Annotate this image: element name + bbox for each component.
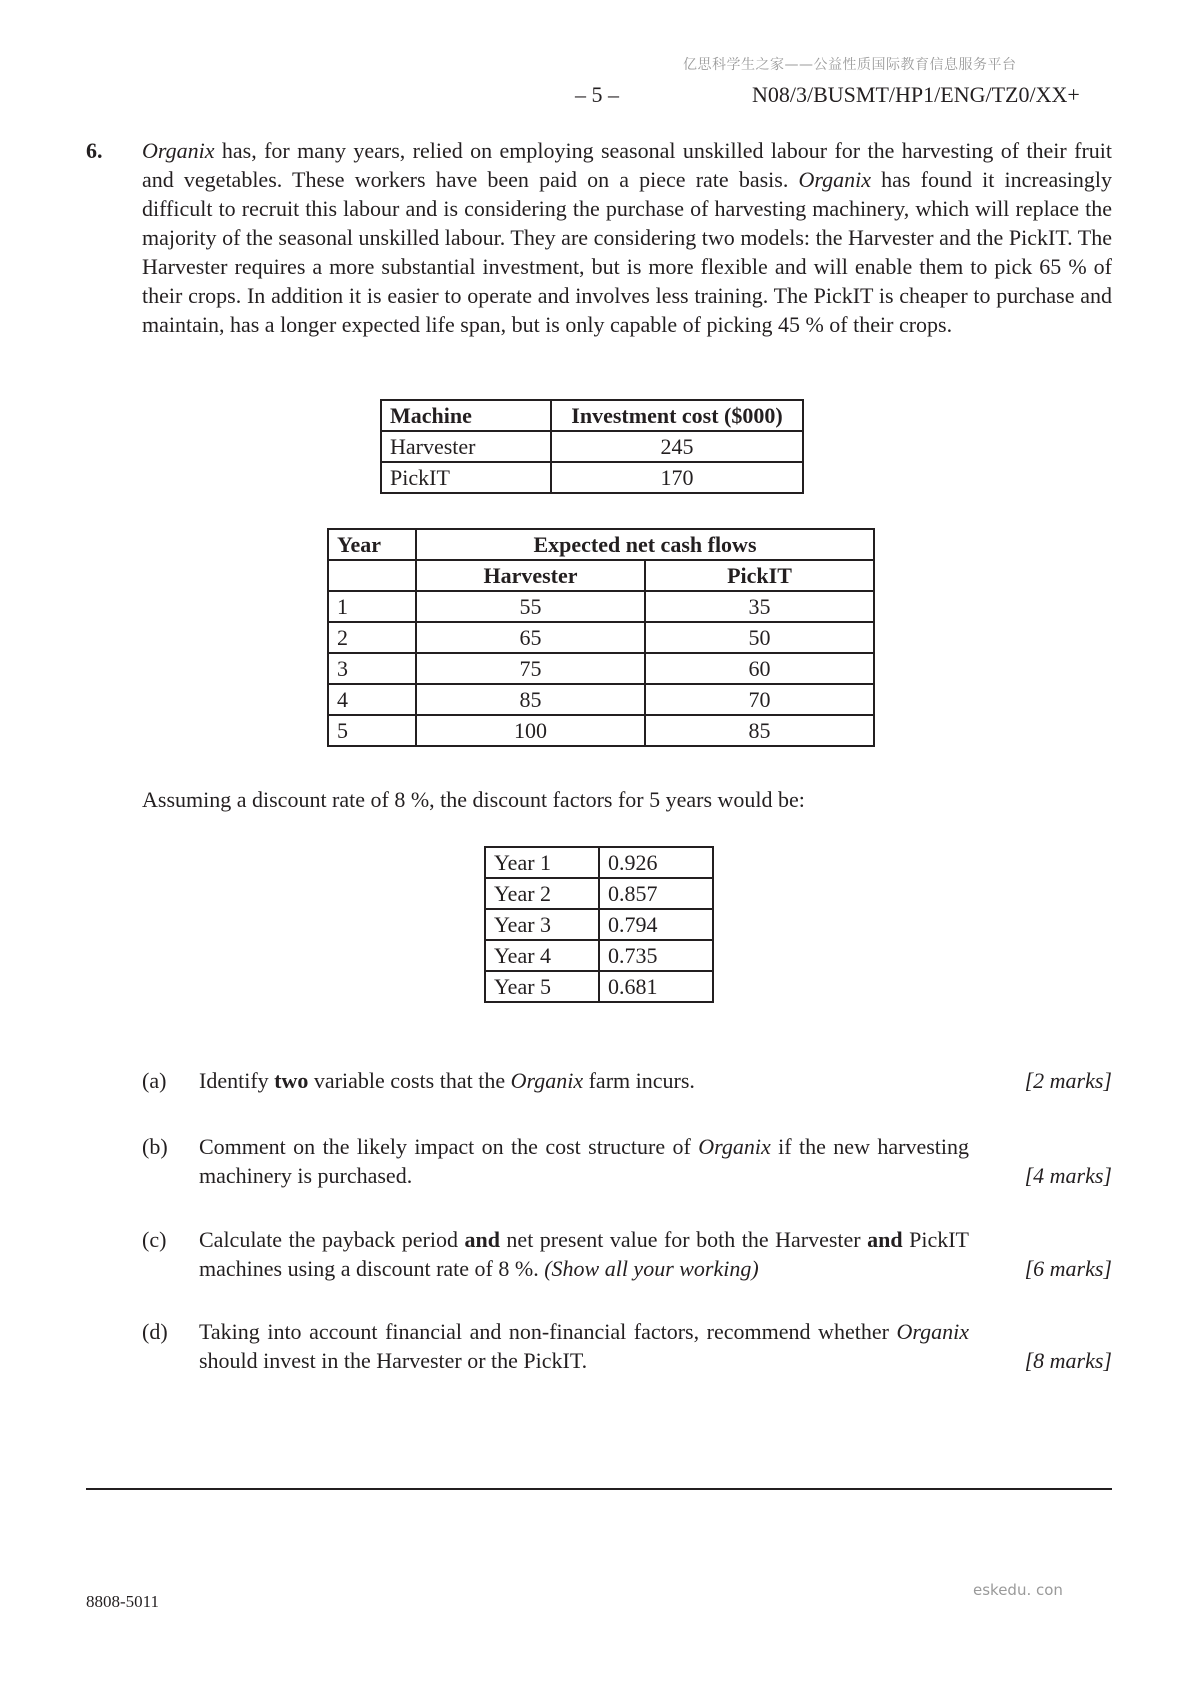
- pickit-cell: 50: [645, 622, 874, 653]
- header-investment-cost: Investment cost ($000): [551, 400, 803, 431]
- text-run: variable costs that the: [308, 1068, 511, 1093]
- harvester-cell: 100: [416, 715, 645, 746]
- text-run: Organix: [896, 1319, 969, 1344]
- header-year: Year: [328, 529, 416, 560]
- part-text: [199, 1132, 969, 1190]
- text-run: has found it increasingly difficult to recruit this labour and is considering the purchase of harvesting machinery, which will replace the majority of the seasonal unskilled labour. They are considering two models: the Harvester and the PickIT. The Harvester requires a more substantial investment, but is more flexible and will enable them to pick 65 % of their crops. In addition it is easier to operate and involves less training. The PickIT is cheaper to purchase and maintain, has a longer expected life span, but is only capable of picking 45 % of their crops.: [142, 167, 1112, 337]
- text-run: should invest in the Harvester or the PickIT.: [199, 1348, 588, 1373]
- table-row: [328, 653, 874, 684]
- factor-cell: 0.857: [599, 878, 713, 909]
- table-row: [485, 940, 713, 971]
- table-header-row: [328, 529, 874, 560]
- year-cell: Year 1: [485, 847, 599, 878]
- text-run: Comment on the likely impact on the cost structure of: [199, 1134, 699, 1159]
- header-pickit: PickIT: [645, 560, 874, 591]
- page-number: – 5 –: [575, 82, 619, 107]
- empty-cell: [328, 560, 416, 591]
- pickit-cell: 85: [645, 715, 874, 746]
- text-run: Organix: [798, 167, 871, 192]
- part-letter: (c): [142, 1227, 167, 1252]
- part-letter: (d): [142, 1319, 168, 1344]
- part-marks: [4 marks]: [1024, 1163, 1112, 1188]
- table-row: [328, 684, 874, 715]
- harvester-cell: 85: [416, 684, 645, 715]
- part-marks: [6 marks]: [1024, 1256, 1112, 1281]
- text-run: (Show all your working): [544, 1256, 759, 1281]
- table-row: [485, 909, 713, 940]
- footer-divider: [86, 1488, 1112, 1490]
- pickit-cell: 60: [645, 653, 874, 684]
- factor-cell: 0.794: [599, 909, 713, 940]
- harvester-cell: 65: [416, 622, 645, 653]
- question-text: [142, 136, 1112, 339]
- table-row: [485, 847, 713, 878]
- year-cell: 1: [328, 591, 416, 622]
- footer-watermark: eskedu. con: [973, 1581, 1063, 1599]
- text-run: net present value for both the Harvester: [499, 1227, 868, 1252]
- exam-code: N08/3/BUSMT/HP1/ENG/TZ0/XX+: [752, 82, 1080, 107]
- text-run: Calculate the payback period: [199, 1227, 465, 1252]
- table-row: [485, 878, 713, 909]
- year-cell: Year 2: [485, 878, 599, 909]
- discount-factor-table: [484, 846, 714, 1003]
- text-run: and: [464, 1227, 500, 1252]
- year-cell: 5: [328, 715, 416, 746]
- table-row: [485, 971, 713, 1002]
- discount-intro: Assuming a discount rate of 8 %, the discount factors for 5 years would be:: [142, 787, 805, 812]
- text-run: if the new harvesting machinery is purchased.: [199, 1134, 970, 1188]
- part-letter: (b): [142, 1134, 168, 1159]
- part-text: [199, 1066, 969, 1095]
- machine-cell: Harvester: [381, 431, 551, 462]
- header-expected-net-cash-flows: Expected net cash flows: [416, 529, 874, 560]
- table-row: [328, 715, 874, 746]
- year-cell: 2: [328, 622, 416, 653]
- part-letter: (a): [142, 1068, 167, 1093]
- factor-cell: 0.681: [599, 971, 713, 1002]
- text-run: farm incurs.: [583, 1068, 695, 1093]
- text-run: Organix: [142, 138, 215, 163]
- table-header-row: [381, 400, 803, 431]
- investment-table: [380, 399, 804, 494]
- text-run: Organix: [510, 1068, 584, 1093]
- question-number: 6.: [86, 138, 103, 163]
- part-marks: [8 marks]: [1024, 1348, 1112, 1373]
- text-run: Identify: [199, 1068, 275, 1093]
- text-run: has, for many years, relied on employing seasonal unskilled labour for the harvesting of their fruit and vegetables. These workers have been paid on a piece rate basis.: [142, 138, 1112, 192]
- part-text: [199, 1225, 969, 1283]
- question-intro-paragraph: [142, 136, 1112, 339]
- text-run: Organix: [698, 1134, 771, 1159]
- table-row: [328, 591, 874, 622]
- text-run: Taking into account financial and non-financial factors, recommend whether: [199, 1319, 897, 1344]
- year-cell: 4: [328, 684, 416, 715]
- header-machine: Machine: [381, 400, 551, 431]
- harvester-cell: 75: [416, 653, 645, 684]
- pickit-cell: 35: [645, 591, 874, 622]
- table-row: [328, 622, 874, 653]
- year-cell: Year 5: [485, 971, 599, 1002]
- year-cell: Year 4: [485, 940, 599, 971]
- table-row: [381, 462, 803, 493]
- year-cell: Year 3: [485, 909, 599, 940]
- factor-cell: 0.926: [599, 847, 713, 878]
- header-harvester: Harvester: [416, 560, 645, 591]
- cost-cell: 245: [551, 431, 803, 462]
- text-run: and: [867, 1227, 903, 1252]
- pickit-cell: 70: [645, 684, 874, 715]
- machine-cell: PickIT: [381, 462, 551, 493]
- factor-cell: 0.735: [599, 940, 713, 971]
- harvester-cell: 55: [416, 591, 645, 622]
- year-cell: 3: [328, 653, 416, 684]
- text-run: two: [274, 1068, 309, 1093]
- text-run: PickIT machines using a discount rate of 8 %.: [199, 1227, 970, 1281]
- table-row: [381, 431, 803, 462]
- table-subheader-row: [328, 560, 874, 591]
- part-marks: [2 marks]: [1024, 1068, 1112, 1093]
- cashflow-table: [327, 528, 875, 747]
- header-watermark: 亿思科学生之家——公益性质国际教育信息服务平台: [683, 57, 1017, 73]
- part-text: [199, 1317, 969, 1375]
- cost-cell: 170: [551, 462, 803, 493]
- footer-code: 8808-5011: [86, 1592, 160, 1611]
